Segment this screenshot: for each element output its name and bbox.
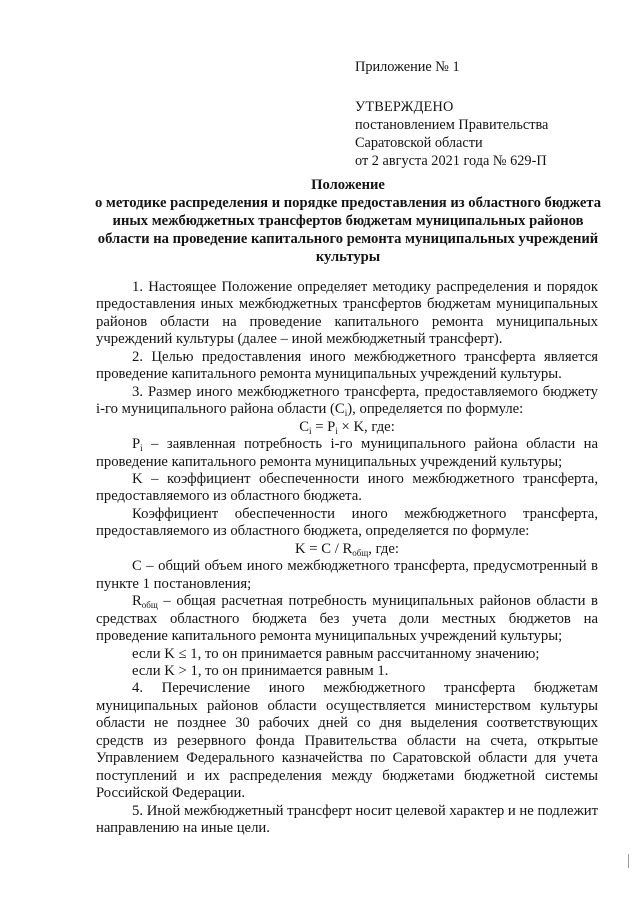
paragraph-k-le-1: если K ≤ 1, то он принимается равным рассчитанному значению;	[132, 645, 540, 662]
document-title	[88, 176, 608, 266]
title-subtitle: о методике распределения и порядке предоставления из областного бюджета иных межбюджетных трансфертов бюджетам муниципальных районов области на проведение капитального ремонта муниципальных учреждений культуры	[94, 195, 602, 265]
paragraph-r-definition: $R_{общ}$ – общая расчетная потребность муниципальных районов области в средствах областного бюджета без учета доли местных бюджетов на проведение капитального ремонта муниципальных учреждений культуры;	[96, 593, 598, 645]
formula-k: $K = C / R_{общ}$, где:	[295, 540, 399, 558]
approval-line-3: от 2 августа 2021 года № 629-П	[355, 153, 547, 169]
approval-line-1: постановлением Правительства	[355, 117, 549, 133]
paragraph-pi-definition: $P_i$ – заявленная потребность i-го муниципального района области на проведение капитального ремонта муниципальных учреждений культуры;	[96, 436, 598, 470]
document-body	[96, 279, 598, 838]
scan-edge-mark	[628, 854, 629, 868]
paragraph-c-definition: C – общий объем иного межбюджетного трансферта, предусмотренный в пункте 1 постановления;	[96, 558, 598, 592]
approved-label: УТВЕРЖДЕНО	[355, 99, 454, 115]
paragraph-5: 5. Иной межбюджетный трансферт носит целевой характер и не подлежит направлению на иные цели.	[96, 802, 598, 837]
paragraph-4: 4. Перечисление иного межбюджетного трансферта бюджетам муниципальных районов области осуществляется министерством культуры области не позднее 30 рабочих дней со дня выделения соответствующих средств из резервного фонда Правительства области на счета, открытые Управлением Федерального казначейства по Саратовской области для учета поступлений и их распределения между бюджетами бюджетной системы Российской Федерации.	[96, 680, 598, 802]
paragraph-1: 1. Настоящее Положение определяет методику распределения и порядок предоставления иных межбюджетных трансфертов бюджетам муниципальных районов области на проведение капитального ремонта муниципальных учреждений культуры (далее – иной межбюджетный трансферт).	[96, 279, 598, 348]
paragraph-k-gt-1: если K > 1, то он принимается равным 1.	[132, 662, 389, 679]
paragraph-k-definition: K – коэффициент обеспеченности иного межбюджетного трансферта, предоставляемого из областного бюджета.	[96, 470, 598, 505]
approval-block	[355, 58, 615, 170]
approval-line-2: Саратовской области	[355, 135, 483, 151]
title-heading: Положение	[311, 177, 385, 193]
paragraph-2: 2. Целью предоставления иного межбюджетного трансферта является проведение капитального ремонта муниципальных учреждений культуры.	[96, 348, 598, 383]
paragraph-3: 3. Размер иного межбюджетного трансферта, предоставляемого бюджету i-го муниципального района области $(C_i)$, определяется по формуле:	[96, 383, 598, 419]
paragraph-k-formula-intro: Коэффициент обеспеченности иного межбюджетного трансферта, предоставляемого из областного бюджета, определяется по формуле:	[96, 505, 598, 540]
formula-ci: $C_i = P_i \times K$, где:	[299, 418, 395, 436]
appendix-label: Приложение № 1	[355, 59, 460, 75]
